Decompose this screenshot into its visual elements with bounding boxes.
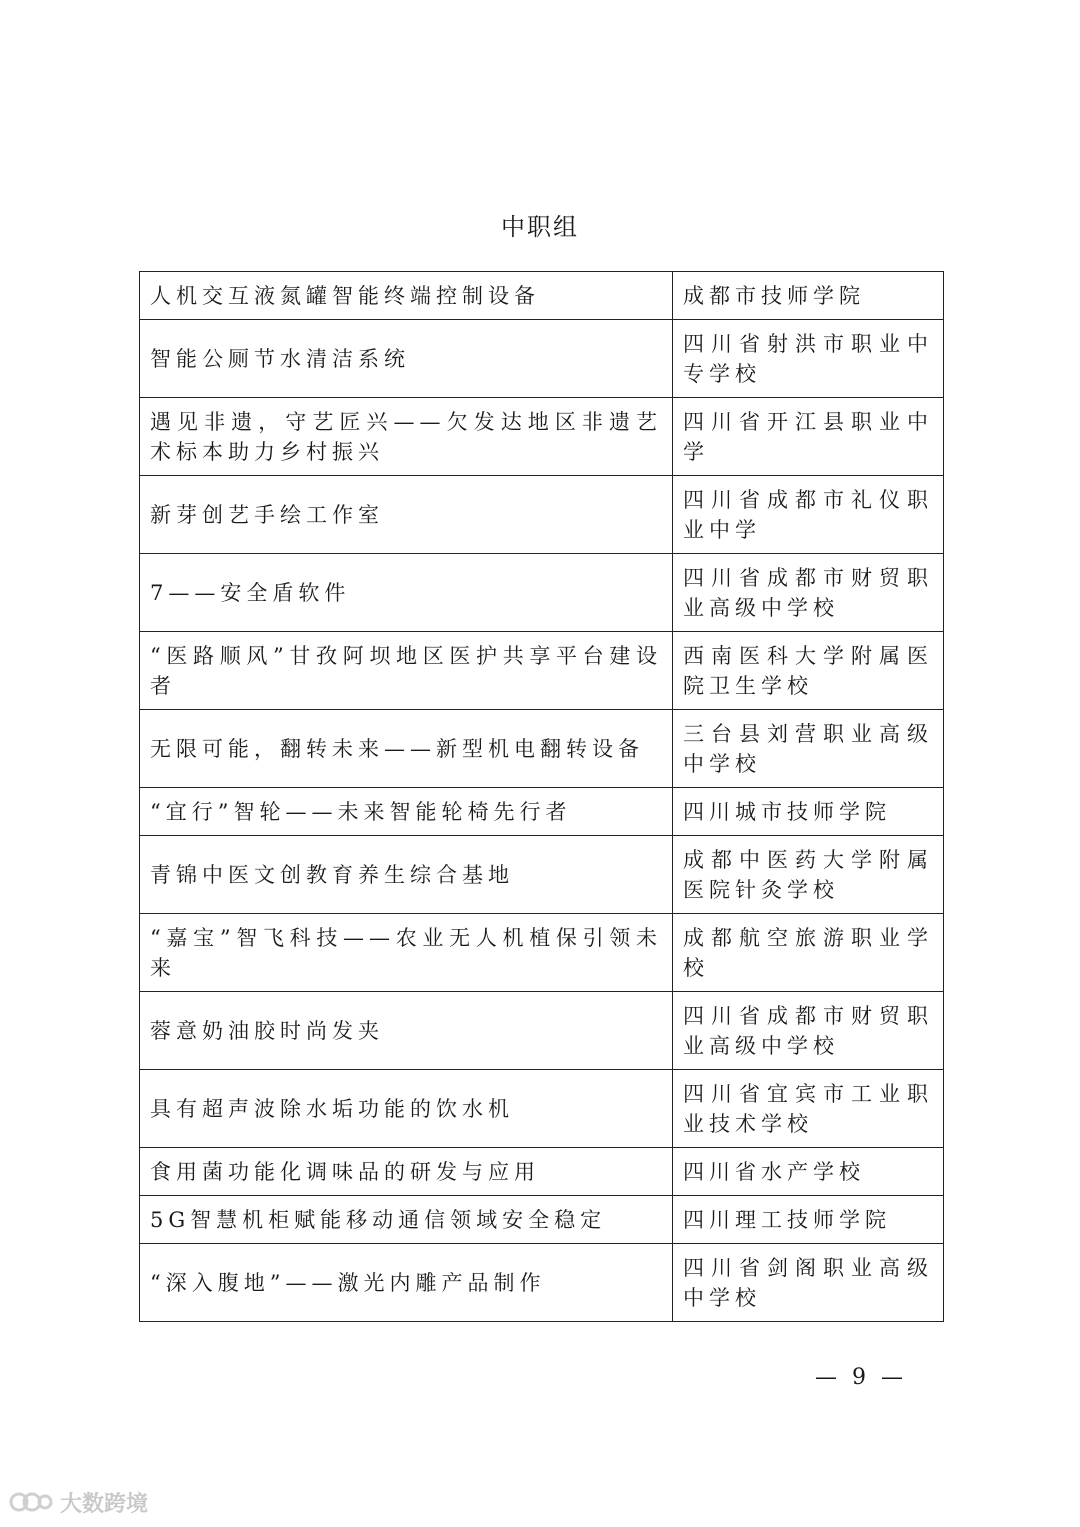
- school-name-cell: 西南医科大学附属医院卫生学校: [673, 632, 944, 710]
- table-row: [140, 272, 944, 320]
- table-row: [140, 632, 944, 710]
- school-name-cell: 四川理工技师学院: [673, 1196, 944, 1244]
- school-name-cell: 四川省剑阁职业高级中学校: [673, 1244, 944, 1322]
- table-row: [140, 554, 944, 632]
- table-row: [140, 1070, 944, 1148]
- table-row: [140, 398, 944, 476]
- table-row: [140, 320, 944, 398]
- project-name-cell: 食用菌功能化调味品的研发与应用: [140, 1148, 673, 1196]
- school-name-cell: 四川省射洪市职业中专学校: [673, 320, 944, 398]
- table-row: [140, 1244, 944, 1322]
- school-name-cell: 三台县刘营职业高级中学校: [673, 710, 944, 788]
- project-name-cell: 无限可能，翻转未来——新型机电翻转设备: [140, 710, 673, 788]
- project-name-cell: 青锦中医文创教育养生综合基地: [140, 836, 673, 914]
- project-name-cell: 7——安全盾软件: [140, 554, 673, 632]
- table-row: [140, 914, 944, 992]
- school-name-cell: 成都中医药大学附属医院针灸学校: [673, 836, 944, 914]
- project-name-cell: 蓉意奶油胶时尚发夹: [140, 992, 673, 1070]
- school-name-cell: 四川省开江县职业中学: [673, 398, 944, 476]
- school-name-cell: 成都航空旅游职业学校: [673, 914, 944, 992]
- project-name-cell: 具有超声波除水垢功能的饮水机: [140, 1070, 673, 1148]
- page-title: 中职组: [501, 213, 579, 241]
- project-name-cell: 智能公厕节水清洁系统: [140, 320, 673, 398]
- school-name-cell: 四川省宜宾市工业职业技术学校: [673, 1070, 944, 1148]
- project-name-cell: “嘉宝”智飞科技——农业无人机植保引领未来: [140, 914, 673, 992]
- project-name-cell: “宜行”智轮——未来智能轮椅先行者: [140, 788, 673, 836]
- school-name-cell: 四川省成都市财贸职业高级中学校: [673, 554, 944, 632]
- table-row: [140, 992, 944, 1070]
- school-name-cell: 四川省成都市财贸职业高级中学校: [673, 992, 944, 1070]
- watermark: [8, 1487, 148, 1517]
- school-name-cell: 四川省成都市礼仪职业中学: [673, 476, 944, 554]
- watermark-text: 大数跨境: [60, 1491, 149, 1517]
- watermark-logo-icon: [8, 1489, 54, 1515]
- table-row: [140, 1148, 944, 1196]
- project-name-cell: 遇见非遗，守艺匠兴——欠发达地区非遗艺术标本助力乡村振兴: [140, 398, 673, 476]
- table-row: [140, 836, 944, 914]
- table-row: [140, 710, 944, 788]
- award-table-body: [140, 272, 944, 1322]
- project-name-cell: “医路顺风”甘孜阿坝地区医护共享平台建设者: [140, 632, 673, 710]
- school-name-cell: 四川省水产学校: [673, 1148, 944, 1196]
- project-name-cell: 新芽创艺手绘工作室: [140, 476, 673, 554]
- table-row: [140, 788, 944, 836]
- table-row: [140, 476, 944, 554]
- table-row: [140, 1196, 944, 1244]
- school-name-cell: 四川城市技师学院: [673, 788, 944, 836]
- award-table: [139, 271, 944, 1322]
- page-number: — 9 —: [815, 1365, 907, 1390]
- project-name-cell: 5G智慧机柜赋能移动通信领域安全稳定: [140, 1196, 673, 1244]
- project-name-cell: 人机交互液氮罐智能终端控制设备: [140, 272, 673, 320]
- project-name-cell: “深入腹地”——激光内雕产品制作: [140, 1244, 673, 1322]
- school-name-cell: 成都市技师学院: [673, 272, 944, 320]
